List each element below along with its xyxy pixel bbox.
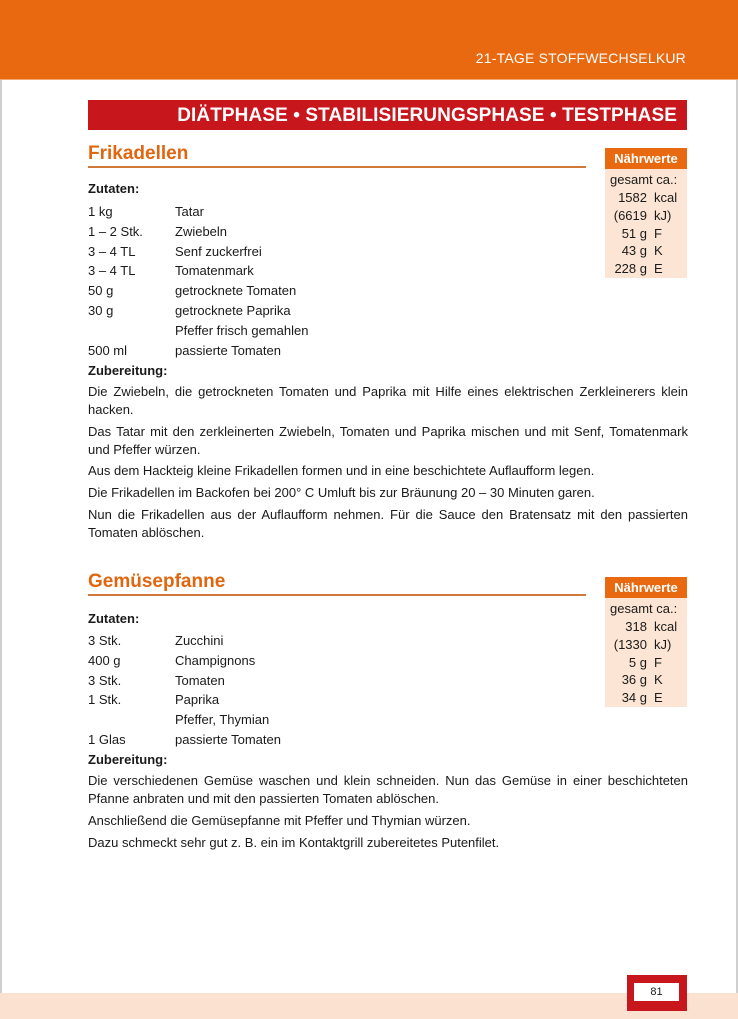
- ingredient-row: [88, 690, 508, 710]
- nutrition-value: 51 g: [621, 225, 647, 241]
- nutrition-subtitle: gesamt ca.:: [610, 601, 678, 616]
- preparation-step: Nun die Frikadellen aus der Auflaufform nehmen. Für die Sauce den Bratensatz mit den passierten Tomaten ablöschen.: [88, 507, 688, 540]
- nutrition-unit: kJ): [654, 636, 672, 652]
- ingredient-item: Paprika: [175, 692, 220, 708]
- ingredient-qty: 1 kg: [88, 204, 113, 219]
- nutrition-row: [605, 207, 687, 225]
- ingredient-row: [88, 261, 508, 281]
- recipe-title-frikadellen: Frikadellen: [88, 143, 189, 164]
- nutrition-value: 228 g: [614, 261, 647, 277]
- ingredient-item: passierte Tomaten: [175, 342, 281, 358]
- preparation-step: Dazu schmeckt sehr gut z. B. ein im Kontaktgrill zubereitetes Putenfilet.: [88, 835, 500, 850]
- nutrition-row: [605, 671, 687, 689]
- ingredient-row: [88, 281, 508, 301]
- ingredient-qty: 1 Glas: [88, 731, 126, 747]
- ingredient-item: passierte Tomaten: [175, 731, 281, 747]
- nutrition-heading: Nährwerte: [605, 148, 687, 169]
- ingredient-qty: [88, 710, 175, 730]
- nutrition-value: 34 g: [621, 690, 647, 706]
- ingredient-qty: 3 – 4 TL: [88, 243, 136, 259]
- nutrition-unit: K: [654, 672, 663, 688]
- preparation-step: Das Tatar mit den zerkleinerten Zwiebeln, Tomaten und Paprika mischen und mit Senf, Tomatenmark und Pfeffer würzen.: [88, 424, 688, 457]
- ingredient-item: getrocknete Tomaten: [175, 283, 297, 299]
- ingredient-qty: [88, 321, 175, 341]
- preparation-step: Aus dem Hackteig kleine Frikadellen formen und in eine beschichtete Auflaufform legen.: [88, 463, 595, 478]
- ingredient-row: [88, 631, 508, 651]
- nutrition-unit: kcal: [654, 619, 678, 634]
- ingredient-qty: 3 – 4 TL: [88, 263, 136, 279]
- ingredient-list-gemuesepfanne: [88, 631, 508, 750]
- ingredient-qty: 400 g: [88, 652, 121, 668]
- ingredient-qty: 3 Stk.: [88, 672, 122, 688]
- nutrition-row: [605, 618, 687, 636]
- ingredient-row: [88, 242, 508, 262]
- ingredient-row: [88, 651, 508, 671]
- nutrition-heading: Nährwerte: [605, 577, 687, 598]
- ingredient-row: [88, 321, 508, 341]
- ingredient-item: Tatar: [175, 204, 204, 219]
- nutrition-unit: K: [654, 243, 663, 259]
- ingredient-qty: 30 g: [88, 302, 114, 318]
- nutrition-row: [605, 242, 687, 260]
- nutrition-value: (6619: [613, 207, 647, 223]
- nutrition-value: 318: [625, 619, 647, 634]
- ingredients-label: Zutaten:: [88, 181, 140, 196]
- ingredient-qty: 500 ml: [88, 342, 128, 358]
- nutrition-row: [605, 225, 687, 243]
- page-number: 81: [634, 983, 679, 1001]
- recipe-title-gemuesepfanne: Gemüsepfanne: [88, 571, 226, 592]
- ingredient-list-frikadellen: [88, 202, 508, 360]
- nutrition-row: [605, 654, 687, 672]
- ingredient-row: [88, 202, 508, 222]
- ingredient-item: Tomaten: [175, 672, 225, 688]
- ingredient-qty: 3 Stk.: [88, 633, 122, 648]
- ingredient-item: Zwiebeln: [175, 223, 228, 239]
- nutrition-unit: F: [654, 225, 662, 241]
- ingredient-row: [88, 730, 508, 750]
- ingredient-qty: 50 g: [88, 283, 114, 299]
- ingredient-row: [88, 710, 508, 730]
- preparation-step: Die Frikadellen im Backofen bei 200° C Umluft bis zur Bräunung 20 – 30 Minuten garen.: [88, 485, 595, 500]
- ingredient-row: [88, 341, 508, 361]
- preparation-step: Anschließend die Gemüsepfanne mit Pfeffer und Thymian würzen.: [88, 813, 471, 828]
- ingredient-item: getrocknete Paprika: [175, 302, 291, 318]
- ingredient-row: [88, 671, 508, 691]
- nutrition-row: [605, 689, 687, 707]
- nutrition-value: 36 g: [621, 672, 647, 688]
- preparation-label: Zubereitung:: [88, 752, 168, 767]
- nutrition-unit: kJ): [654, 207, 672, 223]
- nutrition-unit: F: [654, 654, 662, 670]
- running-head: 21-TAGE STOFFWECHSELKUR: [475, 50, 686, 66]
- nutrition-row: [605, 189, 687, 207]
- ingredient-item: Senf zuckerfrei: [175, 243, 262, 259]
- ingredients-label: Zutaten:: [88, 611, 140, 626]
- nutrition-value: 1582: [618, 190, 647, 205]
- title-rule: [88, 166, 586, 168]
- ingredient-qty: 1 Stk.: [88, 692, 122, 708]
- ingredient-item: Pfeffer frisch gemahlen: [175, 322, 309, 338]
- nutrition-row: [605, 636, 687, 654]
- nutrition-row: [605, 260, 687, 278]
- nutrition-subtitle: gesamt ca.:: [610, 172, 678, 187]
- ingredient-row: [88, 222, 508, 242]
- nutrition-unit: E: [654, 690, 663, 706]
- ingredient-item: Zucchini: [175, 633, 224, 648]
- title-rule: [88, 594, 586, 596]
- nutrition-box-gemuesepfanne: [605, 577, 687, 707]
- ingredient-qty: 1 – 2 Stk.: [88, 223, 143, 239]
- ingredient-item: Champignons: [175, 652, 256, 668]
- nutrition-unit: kcal: [654, 190, 678, 205]
- nutrition-value: (1330: [613, 636, 647, 652]
- nutrition-box-frikadellen: [605, 148, 687, 278]
- nutrition-value: 43 g: [621, 243, 647, 259]
- ingredient-row: [88, 301, 508, 321]
- ingredient-item: Tomatenmark: [175, 263, 254, 279]
- header-band: [0, 0, 738, 80]
- preparation-label: Zubereitung:: [88, 363, 168, 378]
- nutrition-unit: E: [654, 261, 663, 277]
- phase-bar: DIÄTPHASE • STABILISIERUNGSPHASE • TESTPHASE: [88, 100, 687, 130]
- nutrition-value: 5 g: [628, 654, 647, 670]
- ingredient-item: Pfeffer, Thymian: [175, 712, 270, 728]
- preparation-step: Die verschiedenen Gemüse waschen und klein schneiden. Nun das Gemüse in einer beschichteten Pfanne anbraten und mit den passierten Tomaten ablöschen.: [88, 773, 688, 806]
- preparation-step: Die Zwiebeln, die getrockneten Tomaten und Paprika mit Hilfe eines elektrischen Zerkleinerers klein hacken.: [88, 384, 688, 417]
